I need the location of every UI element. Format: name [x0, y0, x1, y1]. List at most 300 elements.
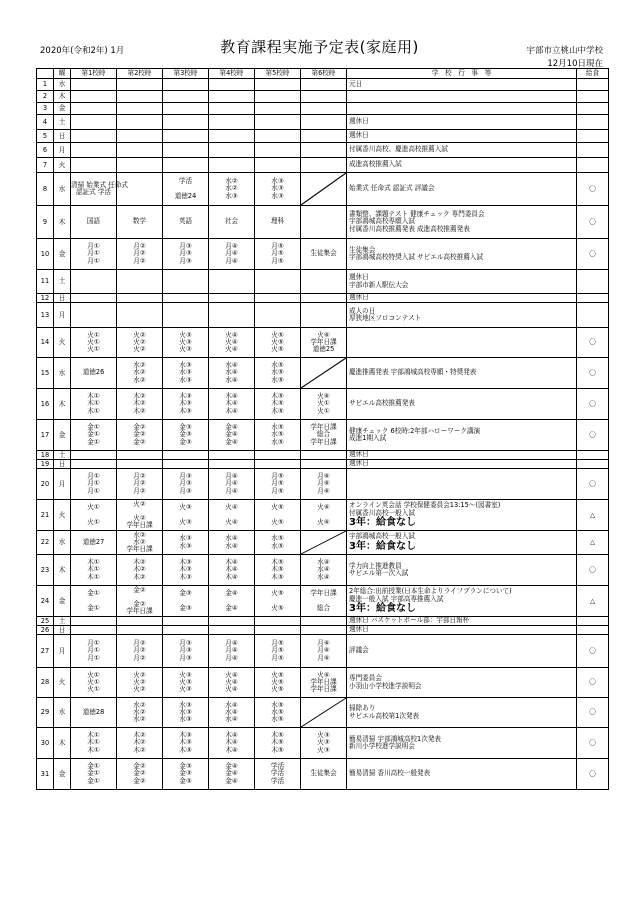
period-cell	[301, 626, 347, 635]
lunch-cell: 〇	[577, 358, 609, 389]
period-entry: 木①	[87, 392, 100, 401]
period-cell	[209, 469, 255, 500]
lunch-cell: 〇	[577, 469, 609, 500]
event-line: 宇部鴻城高校一般入試	[349, 532, 415, 541]
period-entry: 木④	[225, 392, 238, 401]
lunch-cell: 〇	[577, 206, 609, 239]
period-entry: 月④	[225, 472, 238, 481]
period-cell	[255, 460, 301, 469]
period-entry: 水③	[271, 191, 284, 200]
event-line: 週休日	[349, 450, 369, 459]
period-cell	[301, 130, 347, 143]
period-entry: 月④	[225, 249, 238, 258]
dow-cell: 火	[54, 158, 71, 173]
period-cell	[71, 617, 117, 626]
period-entry: 金③	[179, 762, 192, 771]
period-entry: 木②	[133, 406, 146, 415]
period-entry: 木③	[179, 738, 192, 747]
period-entry: 金②	[133, 437, 146, 446]
period-entry: 月⑥	[317, 646, 330, 655]
period-cell	[163, 303, 209, 328]
period-entry: 火④	[225, 677, 238, 686]
period-entry: 火①	[317, 406, 330, 415]
table-row	[37, 173, 609, 206]
events-cell	[347, 555, 577, 586]
period-entry: 火④	[225, 330, 238, 339]
day-cell: 12	[37, 294, 54, 303]
day-cell: 2	[37, 91, 54, 103]
period-cell	[163, 500, 209, 531]
period-entry: 月②	[133, 472, 146, 481]
period-entry: 月④	[225, 486, 238, 495]
period-entry: 学活	[270, 776, 285, 785]
period-cell	[301, 420, 347, 451]
event-line: 慶進推薦発表 宇部鴻城高校専願・特奨発表	[349, 368, 477, 377]
period-entry: 水④	[225, 715, 238, 724]
event-line: 簡易清掃 宇部鴻城高校1次発表	[349, 734, 442, 743]
dow-cell: 土	[54, 115, 71, 130]
period-entry: 木④	[225, 558, 238, 567]
period-entry: 火⑤	[271, 337, 284, 346]
col-p3: 第3校時	[163, 69, 209, 79]
dow-cell: 日	[54, 130, 71, 143]
period-cell	[117, 531, 163, 555]
event-line: 週休日	[349, 273, 369, 282]
period-cell	[255, 500, 301, 531]
events-cell	[347, 115, 577, 130]
period-entry: 火⑥	[317, 670, 330, 679]
dow-cell: 土	[54, 270, 71, 294]
period-entry: 月⑤	[271, 479, 284, 488]
period-entry: 月②	[133, 646, 146, 655]
table-row	[37, 586, 609, 617]
table-row	[37, 626, 609, 635]
table-row	[37, 698, 609, 728]
period-cell	[71, 389, 117, 420]
period-cell	[117, 303, 163, 328]
period-entry: 水③	[179, 707, 192, 716]
period-cell	[71, 130, 117, 143]
period-cell	[163, 158, 209, 173]
table-row	[37, 358, 609, 389]
date-label: 2020年(令和2年) 1月	[40, 46, 125, 56]
event-line: 2年総合:出前授業(日本生命よりライフプランについて)	[349, 587, 512, 596]
period-entry: 木①	[87, 738, 100, 747]
period-entry: 月⑤	[271, 646, 284, 655]
lunch-cell: 〇	[577, 173, 609, 206]
period-cell	[301, 158, 347, 173]
no-lunch-notice: 3年：給食なし	[349, 602, 416, 614]
period-cell	[117, 617, 163, 626]
period-entry: 理科	[270, 217, 285, 226]
period-entry: 火①	[87, 345, 100, 354]
period-cell	[255, 635, 301, 668]
period-entry: 月③	[179, 639, 192, 648]
dow-cell: 木	[54, 206, 71, 239]
period-cell	[163, 555, 209, 586]
period-entry: 水⑤	[271, 368, 284, 377]
events-cell	[347, 328, 577, 358]
period-entry: 水③	[271, 177, 284, 186]
period-cell	[209, 500, 255, 531]
period-cell	[117, 698, 163, 728]
lunch-cell	[577, 294, 609, 303]
period-entry: 火⑤	[271, 603, 284, 612]
period-cell	[117, 115, 163, 130]
period-cell	[301, 460, 347, 469]
period-cell	[255, 617, 301, 626]
period-cell	[117, 91, 163, 103]
period-cell	[301, 555, 347, 586]
period-entry: 道徳24	[174, 191, 197, 200]
event-line: 付属香川高校、慶進高校推薦入試	[349, 145, 448, 154]
period-entry: 火③	[179, 677, 192, 686]
day-cell: 10	[37, 239, 54, 270]
period-entry: 月⑥	[317, 472, 330, 481]
lunch-cell: 〇	[577, 555, 609, 586]
lunch-cell	[577, 303, 609, 328]
events-cell	[347, 586, 577, 617]
period-cell	[71, 469, 117, 500]
events-cell	[347, 158, 577, 173]
event-line: 生徒集会	[349, 245, 376, 254]
period-cell	[71, 500, 117, 531]
period-entry: 火①	[87, 685, 100, 694]
period-entry: 金②	[133, 769, 146, 778]
dow-cell: 木	[54, 555, 71, 586]
col-p4: 第4校時	[209, 69, 255, 79]
period-entry: 道徳26	[82, 368, 105, 377]
dow-cell: 水	[54, 358, 71, 389]
period-entry: 火②	[133, 345, 146, 354]
period-entry: 金④	[225, 423, 238, 432]
period-entry: 生徒集会	[310, 249, 337, 258]
period-cell	[301, 698, 347, 728]
period-entry: 火②	[133, 337, 146, 346]
period-entry: 木⑤	[271, 558, 284, 567]
period-cell	[209, 294, 255, 303]
period-cell	[255, 586, 301, 617]
period-entry: 木②	[133, 738, 146, 747]
period-cell	[71, 239, 117, 270]
day-cell: 20	[37, 469, 54, 500]
dow-cell: 金	[54, 759, 71, 790]
period-cell	[209, 626, 255, 635]
period-cell	[163, 389, 209, 420]
dow-cell: 水	[54, 698, 71, 728]
period-entry: 水②	[133, 715, 146, 724]
period-cell	[117, 130, 163, 143]
events-cell	[347, 626, 577, 635]
period-entry: 火③	[179, 685, 192, 694]
period-cell	[163, 420, 209, 451]
lunch-cell: 〇	[577, 698, 609, 728]
period-cell	[209, 239, 255, 270]
period-cell	[163, 328, 209, 358]
period-cell	[255, 451, 301, 460]
period-entry: 道徳27	[82, 537, 105, 546]
period-cell	[255, 531, 301, 555]
period-cell	[71, 460, 117, 469]
period-entry: 火④	[225, 503, 238, 512]
period-cell	[117, 270, 163, 294]
table-row	[37, 531, 609, 555]
period-cell	[163, 79, 209, 91]
period-entry: 火④	[225, 670, 238, 679]
lunch-cell	[577, 79, 609, 91]
period-cell	[117, 294, 163, 303]
lunch-cell: △	[577, 531, 609, 555]
period-entry: 火⑤	[271, 589, 284, 598]
period-entry: 木②	[133, 572, 146, 581]
period-entry: 金④	[225, 769, 238, 778]
period-entry: 月②	[133, 639, 146, 648]
period-entry: 金③	[179, 769, 192, 778]
period-entry: 水②	[225, 177, 238, 186]
period-cell	[163, 759, 209, 790]
period-entry: 木③	[179, 745, 192, 754]
period-cell	[163, 451, 209, 460]
dow-cell: 火	[54, 668, 71, 698]
period-entry: 学年日課	[310, 685, 337, 694]
period-cell	[117, 500, 163, 531]
day-cell: 29	[37, 698, 54, 728]
period-cell	[71, 115, 117, 130]
period-cell	[301, 586, 347, 617]
period-cell	[117, 469, 163, 500]
diagonal-line	[301, 358, 346, 388]
period-cell	[209, 635, 255, 668]
period-cell	[209, 143, 255, 158]
period-entry: 火⑤	[271, 330, 284, 339]
period-entry: 月④	[225, 256, 238, 265]
day-cell: 25	[37, 617, 54, 626]
col-dow: 曜	[54, 69, 71, 79]
period-cell	[209, 531, 255, 555]
period-entry: 火③	[179, 345, 192, 354]
period-cell	[117, 358, 163, 389]
period-cell	[71, 143, 117, 158]
day-cell: 1	[37, 79, 54, 91]
period-cell	[117, 626, 163, 635]
events-cell	[347, 79, 577, 91]
period-cell	[117, 206, 163, 239]
as-of-date: 12月10日現在	[547, 59, 603, 69]
events-cell	[347, 460, 577, 469]
period-entry: 火⑤	[271, 677, 284, 686]
no-lunch-notice: 3年：給食なし	[349, 540, 416, 552]
period-cell	[209, 91, 255, 103]
period-entry: 認証式 学活	[75, 188, 112, 196]
event-line: 始業式 任命式 認証式 評議会	[349, 184, 435, 193]
period-entry: 火⑥	[317, 503, 330, 512]
day-cell: 11	[37, 270, 54, 294]
period-cell	[209, 270, 255, 294]
period-entry: 水⑤	[271, 423, 284, 432]
period-entry: 月①	[87, 242, 100, 251]
period-entry: 月⑤	[271, 472, 284, 481]
period-entry: 月③	[179, 479, 192, 488]
period-entry: 火④	[225, 685, 238, 694]
lunch-cell: 〇	[577, 668, 609, 698]
period-cell	[209, 158, 255, 173]
period-entry: 月③	[179, 646, 192, 655]
period-entry: 火②	[133, 677, 146, 686]
period-entry: 金②	[133, 776, 146, 785]
period-cell	[117, 173, 163, 206]
period-cell	[301, 91, 347, 103]
period-entry: 金②	[133, 600, 146, 608]
events-cell	[347, 239, 577, 270]
period-cell	[117, 328, 163, 358]
period-entry: 金④	[225, 437, 238, 446]
period-cell	[301, 143, 347, 158]
period-cell	[71, 555, 117, 586]
period-entry: 水③	[179, 375, 192, 384]
lunch-cell: 〇	[577, 239, 609, 270]
period-entry: 月⑤	[271, 486, 284, 495]
period-cell	[209, 617, 255, 626]
diagonal-line	[301, 173, 346, 205]
period-entry: 火③	[179, 337, 192, 346]
period-cell	[255, 91, 301, 103]
period-entry: 木③	[179, 572, 192, 581]
period-entry: 火⑤	[271, 503, 284, 512]
schedule-table	[36, 68, 609, 790]
period-entry: 月③	[179, 472, 192, 481]
event-line: サビエル高校推薦発表	[349, 399, 415, 408]
event-line: 宇部市新人駅伝大会	[349, 280, 409, 289]
period-entry: 清掃 始業式 任命式	[71, 180, 128, 189]
table-row	[37, 389, 609, 420]
event-line: 付属香川高校推薦発表 成進高校推薦発表	[349, 224, 470, 233]
period-entry: 月⑤	[271, 653, 284, 662]
period-entry: 月③	[179, 249, 192, 258]
period-entry: 水④	[225, 368, 238, 377]
period-entry: 水④	[225, 541, 238, 550]
period-cell	[163, 531, 209, 555]
events-cell	[347, 206, 577, 239]
event-line: 宇部鴻城高校専願入試	[349, 217, 415, 226]
period-entry: 月①	[87, 486, 100, 495]
period-cell	[255, 294, 301, 303]
day-cell: 24	[37, 586, 54, 617]
dow-cell: 火	[54, 328, 71, 358]
diagonal-line	[301, 531, 346, 554]
period-entry: 木②	[133, 565, 146, 574]
dow-cell: 木	[54, 389, 71, 420]
period-cell	[255, 143, 301, 158]
period-entry: 金④	[225, 589, 238, 598]
period-cell	[117, 239, 163, 270]
period-entry: 水②	[225, 184, 238, 193]
period-cell	[301, 103, 347, 115]
period-entry: 金①	[87, 430, 100, 439]
table-row	[37, 617, 609, 626]
events-cell	[347, 91, 577, 103]
lunch-cell: 〇	[577, 759, 609, 790]
period-entry: 学活	[178, 177, 193, 186]
period-cell	[255, 698, 301, 728]
events-cell	[347, 420, 577, 451]
period-entry: 火③	[317, 731, 330, 740]
period-entry: 火①	[87, 503, 100, 512]
grade-schedule-note: 学年日課	[126, 545, 153, 554]
period-entry: 水③	[179, 541, 192, 550]
day-cell: 6	[37, 143, 54, 158]
grade-schedule-note: 学年日課	[126, 521, 153, 530]
period-cell	[209, 728, 255, 759]
table-row	[37, 206, 609, 239]
period-entry: 木①	[87, 731, 100, 740]
day-cell: 16	[37, 389, 54, 420]
col-p5: 第5校時	[255, 69, 301, 79]
period-cell	[71, 328, 117, 358]
period-cell	[301, 173, 347, 206]
period-cell	[117, 158, 163, 173]
period-entry: 水⑤	[271, 430, 284, 439]
period-entry: 火⑤	[271, 517, 284, 526]
period-entry: 月⑤	[271, 639, 284, 648]
period-entry: 月⑥	[317, 639, 330, 648]
events-cell	[347, 451, 577, 460]
period-entry: 木④	[225, 565, 238, 574]
period-cell	[163, 206, 209, 239]
period-entry: 学年日課	[310, 677, 337, 686]
period-entry: 水③	[179, 700, 192, 709]
period-entry: 月②	[133, 249, 146, 258]
day-cell: 27	[37, 635, 54, 668]
period-entry: 水④	[225, 534, 238, 543]
period-entry: 木④	[225, 572, 238, 581]
period-entry: 木④	[225, 406, 238, 415]
period-entry: 金②	[133, 585, 146, 594]
page-title: 教育課程実施予定表(家庭用)	[220, 38, 419, 56]
period-cell	[209, 130, 255, 143]
period-entry: 月①	[87, 256, 100, 265]
period-entry: 月②	[133, 486, 146, 495]
period-cell	[301, 500, 347, 531]
period-cell	[209, 115, 255, 130]
events-cell	[347, 294, 577, 303]
period-cell	[163, 358, 209, 389]
period-cell	[71, 698, 117, 728]
period-entry: 月④	[225, 639, 238, 648]
day-cell: 7	[37, 158, 54, 173]
period-cell	[301, 206, 347, 239]
period-cell	[117, 143, 163, 158]
day-cell: 13	[37, 303, 54, 328]
period-entry: 数学	[132, 217, 147, 226]
period-entry: 火③	[317, 738, 330, 747]
period-entry: 金②	[133, 762, 146, 771]
events-cell	[347, 635, 577, 668]
period-entry: 火③	[179, 670, 192, 679]
period-cell	[117, 420, 163, 451]
period-entry: 水③	[179, 368, 192, 377]
col-day	[37, 69, 54, 79]
period-entry: 総合	[316, 603, 331, 612]
table-row	[37, 668, 609, 698]
period-cell	[301, 617, 347, 626]
day-cell: 26	[37, 626, 54, 635]
period-entry: 金①	[87, 776, 100, 785]
period-entry: 木④	[225, 745, 238, 754]
col-p1: 第1校時	[71, 69, 117, 79]
period-entry: 水②	[133, 700, 146, 709]
period-entry: 水②	[133, 537, 146, 546]
period-entry: 木②	[133, 558, 146, 567]
